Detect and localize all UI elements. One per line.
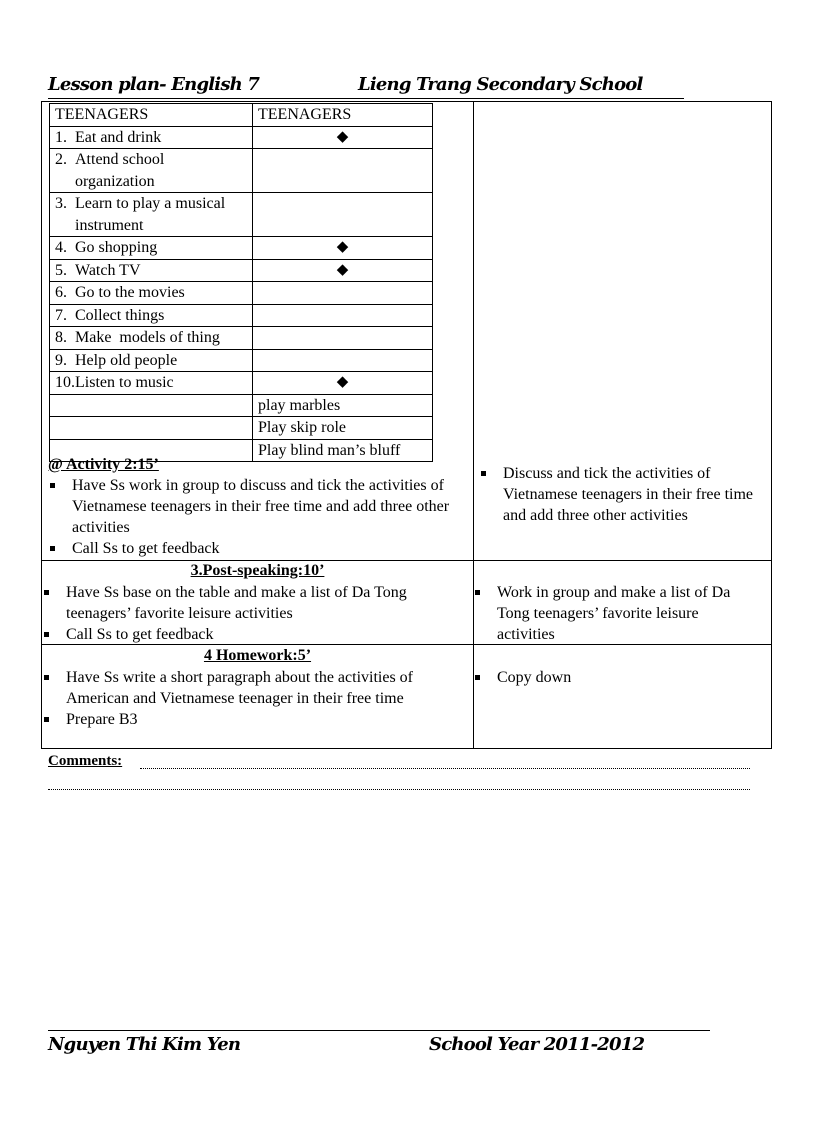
row-num: 4.	[55, 239, 67, 256]
table-row	[50, 394, 433, 417]
row-num: 9.	[55, 351, 67, 369]
check-mark	[253, 282, 433, 305]
footer-right: School Year 2011-2012	[429, 1034, 645, 1055]
header-right: Lieng Trang Secondary School	[358, 74, 643, 95]
row-num: 6.	[55, 284, 67, 301]
comments-label: Comments:	[48, 753, 123, 769]
extra-activity: play marbles	[253, 394, 433, 417]
row-num: 7.	[55, 306, 67, 324]
check-mark: ◆	[253, 372, 433, 395]
table-row	[50, 193, 433, 237]
row-num: 2.	[55, 151, 67, 168]
col1-header: TEENAGERS	[50, 104, 253, 127]
page-footer	[48, 1030, 710, 1055]
lesson-frame	[41, 101, 772, 749]
activity2-right	[479, 463, 754, 526]
row-text-cont: instrument	[75, 216, 144, 234]
check-mark	[253, 327, 433, 350]
check-mark	[253, 193, 433, 237]
list-item: Call Ss to get feedback	[42, 624, 462, 645]
row-text: Learn to play a musical	[75, 195, 226, 212]
row-text: Listen to music	[75, 374, 174, 391]
table-header-row	[50, 104, 433, 127]
row-num: 3.	[55, 195, 67, 212]
row-text: Make models of thing	[75, 329, 220, 346]
list-item: Work in group and make a list of Da Tong teenagers’ favorite leisure activities	[473, 582, 758, 645]
row-num: 1.	[55, 128, 67, 146]
header-left: Lesson plan- English 7	[48, 74, 260, 95]
post-speaking-title: 3.Post-speaking:10’	[190, 562, 325, 579]
list-item: Have Ss work in group to discuss and tick the activities of Vietnamese teenagers in their free time and add three other activities	[48, 475, 464, 538]
list-item: Copy down	[473, 667, 758, 688]
list-item: Call Ss to get feedback	[48, 538, 464, 559]
check-mark	[253, 304, 433, 327]
list-item: Prepare B3	[42, 709, 462, 730]
table-row	[50, 149, 433, 193]
row-text: Go shopping	[75, 239, 158, 256]
extra-activity: Play blind man’s bluff	[253, 439, 433, 462]
table-row	[50, 282, 433, 305]
post-speaking-right	[473, 582, 758, 645]
activities-table	[49, 103, 433, 462]
extra-activity: Play skip role	[253, 417, 433, 440]
row-num: 10.	[55, 374, 75, 391]
homework-title: 4 Homework:5’	[203, 647, 312, 664]
section-divider	[42, 560, 771, 561]
check-mark: ◆	[253, 259, 433, 282]
check-mark: ◆	[253, 237, 433, 260]
table-row	[50, 349, 433, 372]
activity2-left	[48, 454, 464, 559]
row-num: 8.	[55, 329, 67, 346]
row-text-cont: organization	[75, 172, 155, 190]
check-mark	[253, 149, 433, 193]
table-row	[50, 417, 433, 440]
list-item: Have Ss base on the table and make a list of Da Tong teenagers’ favorite leisure activities	[42, 582, 462, 624]
activity2-title: @ Activity 2:15’	[48, 456, 159, 473]
footer-left: Nguyen Thi Kim Yen	[48, 1034, 241, 1055]
row-text: Help old people	[75, 351, 178, 369]
row-text: Attend school	[75, 151, 165, 168]
row-text: Collect things	[75, 306, 165, 324]
check-mark	[253, 349, 433, 372]
table-row	[50, 259, 433, 282]
row-num: 5.	[55, 261, 67, 279]
col2-header: TEENAGERS	[253, 104, 433, 127]
homework-right	[473, 667, 758, 688]
row-text: Watch TV	[75, 261, 141, 279]
comments-line	[48, 787, 750, 790]
table-row	[50, 304, 433, 327]
row-text: Eat and drink	[75, 128, 162, 146]
post-speaking-left	[42, 582, 462, 645]
homework-left	[42, 667, 462, 730]
table-row	[50, 126, 433, 149]
row-text: Go to the movies	[75, 284, 185, 301]
table-row	[50, 327, 433, 350]
table-row	[50, 237, 433, 260]
column-divider	[473, 102, 474, 748]
check-mark: ◆	[253, 126, 433, 149]
list-item: Discuss and tick the activities of Vietnamese teenagers in their free time and add three other activities	[479, 463, 754, 526]
comments-line	[140, 766, 750, 769]
table-row	[50, 372, 433, 395]
page-header	[48, 74, 684, 99]
list-item: Have Ss write a short paragraph about the activities of American and Vietnamese teenager in their free time	[42, 667, 462, 709]
